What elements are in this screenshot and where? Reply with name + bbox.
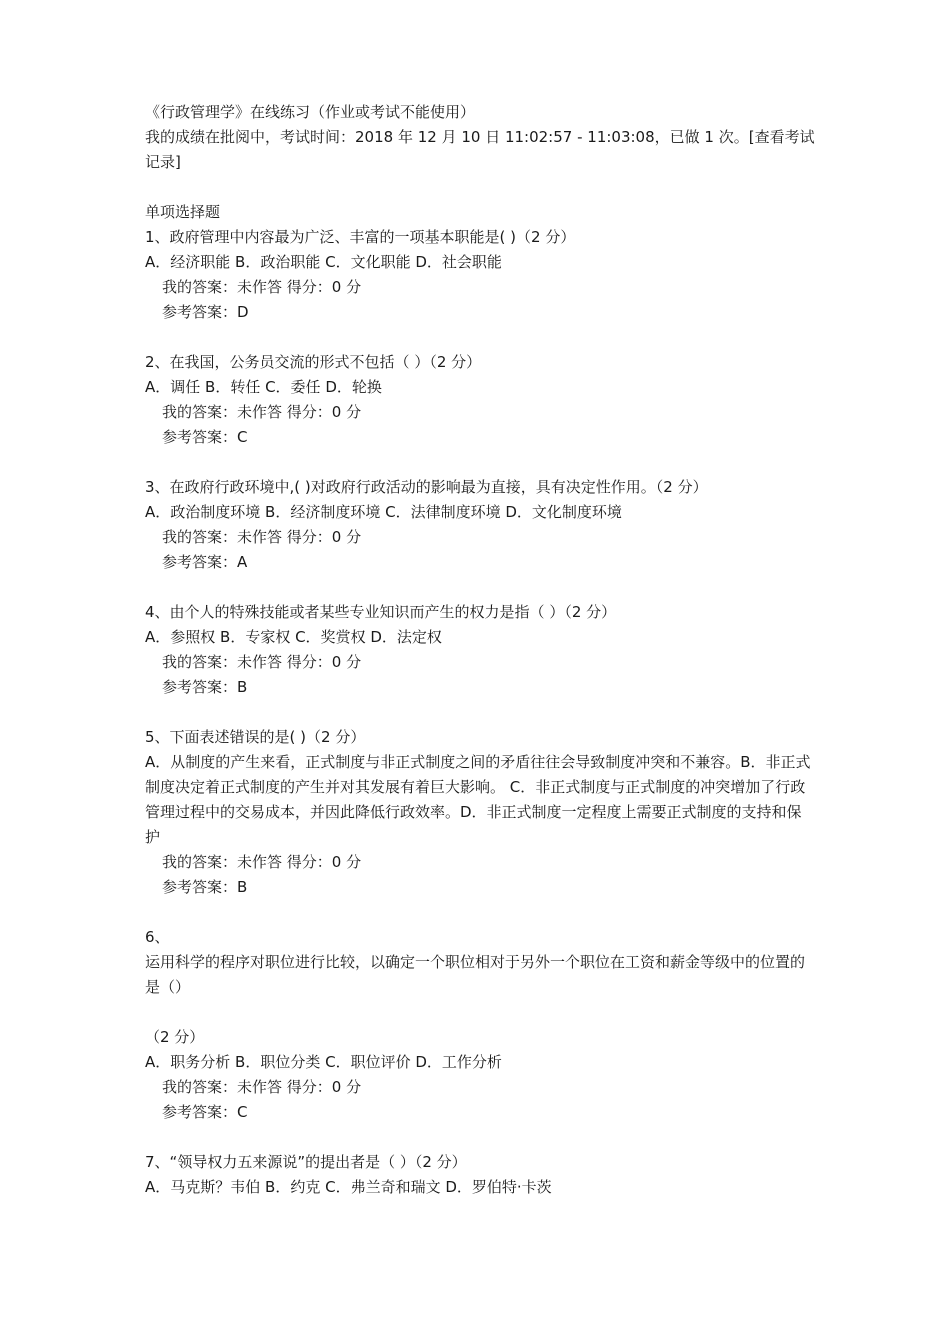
question-5 (145, 725, 815, 900)
my-answer: 我的答案：未作答 得分：0 分 (162, 403, 362, 421)
question-number: 6、 (145, 928, 170, 946)
reference-answer: 参考答案：B (162, 878, 248, 896)
section-heading: 单项选择题 (145, 203, 221, 221)
reference-answer: 参考答案：C (162, 428, 248, 446)
my-answer: 我的答案：未作答 得分：0 分 (162, 528, 362, 546)
question-stem: 4、由个人的特殊技能或者某些专业知识而产生的权力是指（ ）（2 分） (145, 603, 617, 621)
document-page (145, 100, 815, 1200)
my-answer: 我的答案：未作答 得分：0 分 (162, 653, 362, 671)
question-stem: 3、在政府行政环境中,( )对政府行政活动的影响最为直接，具有决定性作用。（2 分） (145, 478, 708, 496)
reference-answer: 参考答案：B (162, 678, 248, 696)
question-6 (145, 925, 815, 1125)
question-options: A．政治制度环境 B．经济制度环境 C．法律制度环境 D．文化制度环境 (145, 503, 622, 521)
question-options: A．经济职能 B．政治职能 C．文化职能 D．社会职能 (145, 253, 502, 271)
question-stem: 7、“领导权力五来源说”的提出者是（ ）（2 分） (145, 1153, 467, 1171)
question-1 (145, 225, 815, 325)
my-answer: 我的答案：未作答 得分：0 分 (162, 853, 362, 871)
question-stem: 2、在我国，公务员交流的形式不包括（ ）（2 分） (145, 353, 482, 371)
question-options: A．马克斯？韦伯 B．约克 C．弗兰奇和瑞文 D．罗伯特·卡茨 (145, 1178, 552, 1196)
doc-title: 《行政管理学》在线练习（作业或考试不能使用） (145, 103, 476, 121)
question-options: A．调任 B．转任 C．委任 D．轮换 (145, 378, 382, 396)
question-7 (145, 1150, 815, 1200)
exam-status-line: 我的成绩在批阅中，考试时间：2018 年 12 月 10 日 11:02:57 - 11:03:08，已做 1 次。[查看考试记录] (145, 128, 815, 171)
reference-answer: 参考答案：D (162, 303, 249, 321)
reference-answer: 参考答案：A (162, 553, 248, 571)
question-stem: 1、政府管理中内容最为广泛、丰富的一项基本职能是( )（2 分） (145, 228, 576, 246)
my-answer: 我的答案：未作答 得分：0 分 (162, 1078, 362, 1096)
question-4 (145, 600, 815, 700)
question-3 (145, 475, 815, 575)
question-stem: 5、下面表述错误的是( )（2 分） (145, 728, 366, 746)
question-2 (145, 350, 815, 450)
question-options: A．从制度的产生来看，正式制度与非正式制度之间的矛盾往往会导致制度冲突和不兼容。B．非正式制度决定着正式制度的产生并对其发展有着巨大影响。 C．非正式制度与正式制度的冲突增加了行政管理过程中的交易成本，并因此降低行政效率。D．非正式制度一定程度上需要正式制度的支持和保护 (145, 753, 811, 846)
question-options: A．参照权 B．专家权 C．奖赏权 D．法定权 (145, 628, 442, 646)
reference-answer: 参考答案：C (162, 1103, 248, 1121)
my-answer: 我的答案：未作答 得分：0 分 (162, 278, 362, 296)
question-options: A．职务分析 B．职位分类 C．职位评价 D．工作分析 (145, 1053, 502, 1071)
question-points: （2 分） (145, 1028, 205, 1046)
question-stem: 运用科学的程序对职位进行比较，以确定一个职位相对于另外一个职位在工资和薪金等级中的位置的是（） (145, 953, 806, 996)
